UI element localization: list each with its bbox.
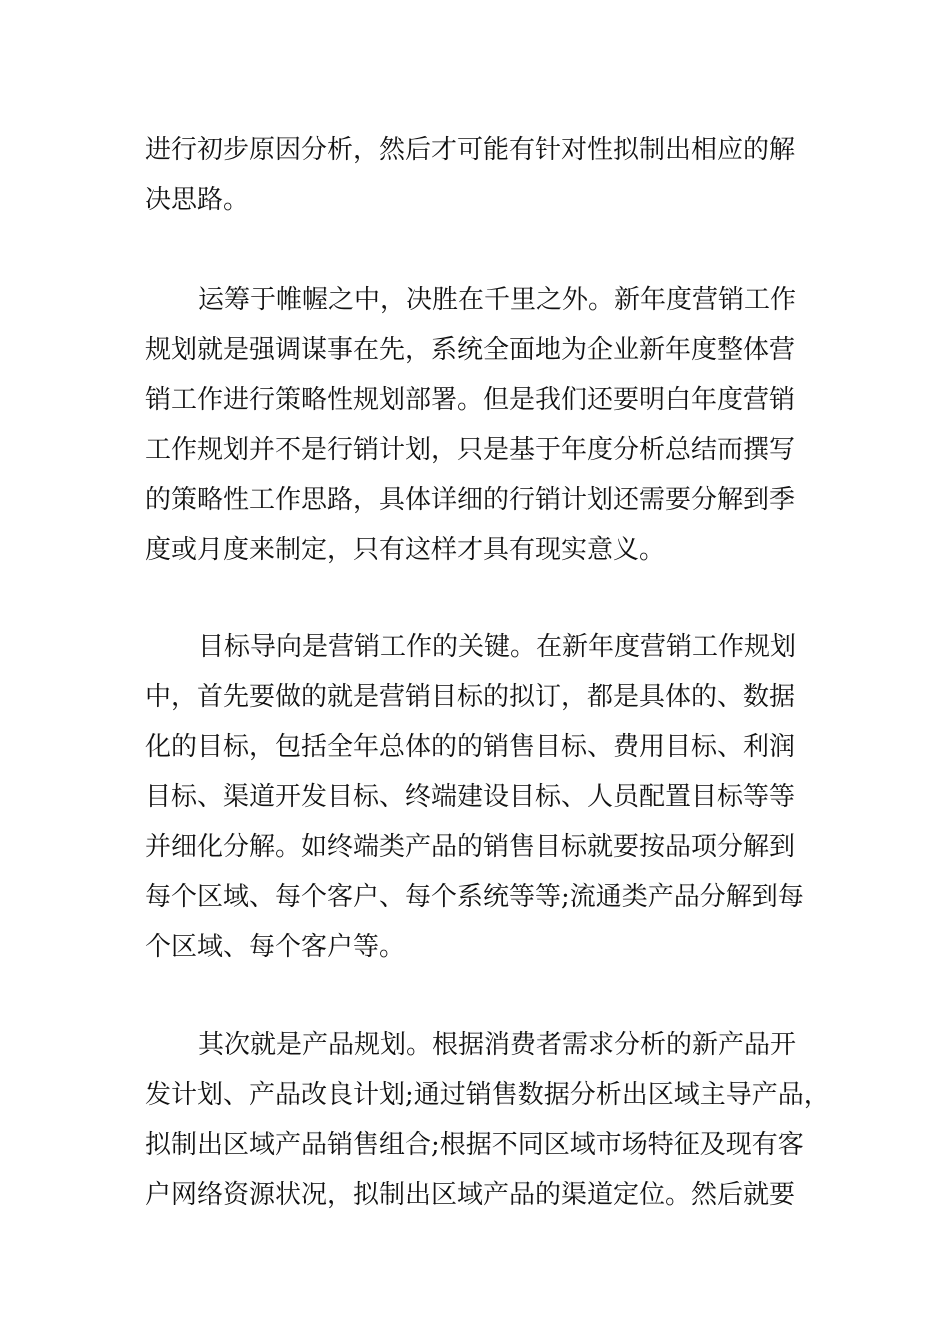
paragraph-line: 每个区域、每个客户、每个系统等等;流通类产品分解到每	[145, 882, 804, 912]
paragraph-line: 规划就是强调谋事在先，系统全面地为企业新年度整体营	[145, 335, 796, 365]
paragraph-line: 目标、渠道开发目标、终端建设目标、人员配置目标等等	[145, 782, 796, 812]
paragraph-line: 销工作进行策略性规划部署。但是我们还要明白年度营销	[145, 385, 796, 415]
paragraph-line: 个区域、每个客户等。	[145, 932, 406, 962]
paragraph-line: 化的目标，包括全年总体的的销售目标、费用目标、利润	[145, 732, 796, 762]
paragraph-line: 进行初步原因分析，然后才可能有针对性拟制出相应的解	[145, 135, 796, 165]
paragraph-line: 工作规划并不是行销计划，只是基于年度分析总结而撰写	[145, 435, 796, 465]
paragraph-first-line: 其次就是产品规划。根据消费者需求分析的新产品开	[198, 1030, 797, 1060]
paragraph-first-line: 目标导向是营销工作的关键。在新年度营销工作规划	[198, 632, 797, 662]
paragraph-line: 决思路。	[145, 185, 250, 215]
paragraph-line: 拟制出区域产品销售组合;根据不同区域市场特征及现有客	[145, 1130, 804, 1160]
paragraph-line: 发计划、产品改良计划;通过销售数据分析出区域主导产品，	[145, 1080, 830, 1110]
paragraph-line: 并细化分解。如终端类产品的销售目标就要按品项分解到	[145, 832, 796, 862]
paragraph-line: 度或月度来制定，只有这样才具有现实意义。	[145, 535, 666, 565]
paragraph-first-line: 运筹于帷幄之中，决胜在千里之外。新年度营销工作	[198, 285, 797, 315]
paragraph-line: 户网络资源状况，拟制出区域产品的渠道定位。然后就要	[145, 1180, 796, 1210]
paragraph-line: 的策略性工作思路，具体详细的行销计划还需要分解到季	[145, 485, 796, 515]
paragraph-line: 中，首先要做的就是营销目标的拟订，都是具体的、数据	[145, 682, 796, 712]
